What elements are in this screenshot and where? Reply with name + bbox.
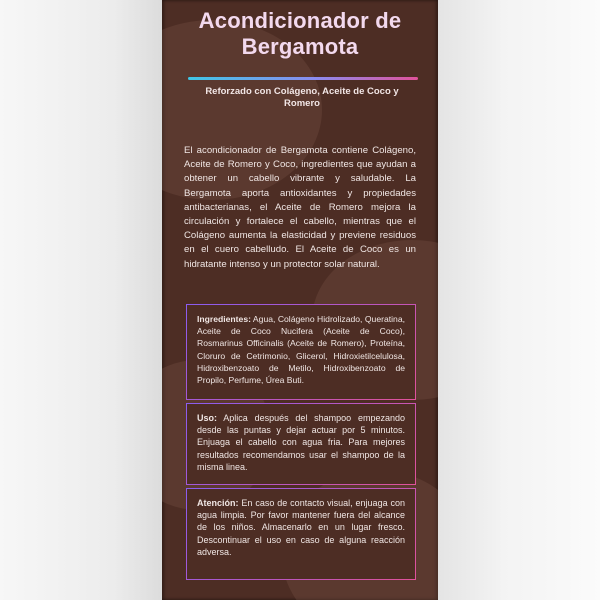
background-left xyxy=(0,0,162,600)
ingredients-label: Ingredientes: xyxy=(197,314,251,324)
warning-message: En caso de contacto visual, enjuaga con agua limpia. Por favor mantener fuera del alcance de los niños. Almacenarlo en un lugar fresco. Descontinuar el uso en caso de alguna reacción adversa. xyxy=(197,498,405,557)
ingredients-text xyxy=(197,313,405,386)
ingredients-list: Agua, Colágeno Hidrolizado, Queratina, Aceite de Coco Nucifera (Aceite de Coco), Rosmarinus Officinalis (Aceite de Romero), Proteína, Cloruro de Cetrimonio, Glicerol, Hidroxietilcelulosa, Hidroxibenzoato de Metilo, Hidroxibenzoato de Propilo, Perfume, Úrea Buti. xyxy=(197,314,405,386)
product-title: Acondicionador de Bergamota xyxy=(198,8,402,59)
product-description: El acondicionador de Bergamota contiene Colágeno, Aceite de Romero y Coco, ingredientes que ayudan a obtener un cabello vibrante y saludable. La Bergamota aporta antioxidantes y propiedades antibacterianas, el Aceite de Romero mejora la circulación y fortalece el cabello, mientras que el Colágeno aumenta la elasticidad y previene residuos en el cuero cabelludo. El Aceite de Coco es un hidratante intenso y un protector solar natural. xyxy=(184,145,416,270)
usage-label: Uso: xyxy=(197,413,217,423)
warning-text xyxy=(197,497,405,558)
usage-instructions: Aplica después del shampoo empezando desde las puntas y dejar actuar por 5 minutos. Enjuaga el cabello con agua fria. Para mejores resultados recomendamos usar el shampoo de la misma linea. xyxy=(197,413,405,472)
product-label-panel xyxy=(162,0,438,600)
ingredients-box xyxy=(186,304,416,400)
gradient-divider xyxy=(188,77,418,80)
product-subtitle: Reforzado con Colágeno, Aceite de Coco y Romero xyxy=(205,86,399,109)
usage-box xyxy=(186,403,416,485)
warning-box xyxy=(186,488,416,580)
warning-label: Atención: xyxy=(197,498,239,508)
background-right xyxy=(438,0,600,600)
usage-text xyxy=(197,412,405,473)
